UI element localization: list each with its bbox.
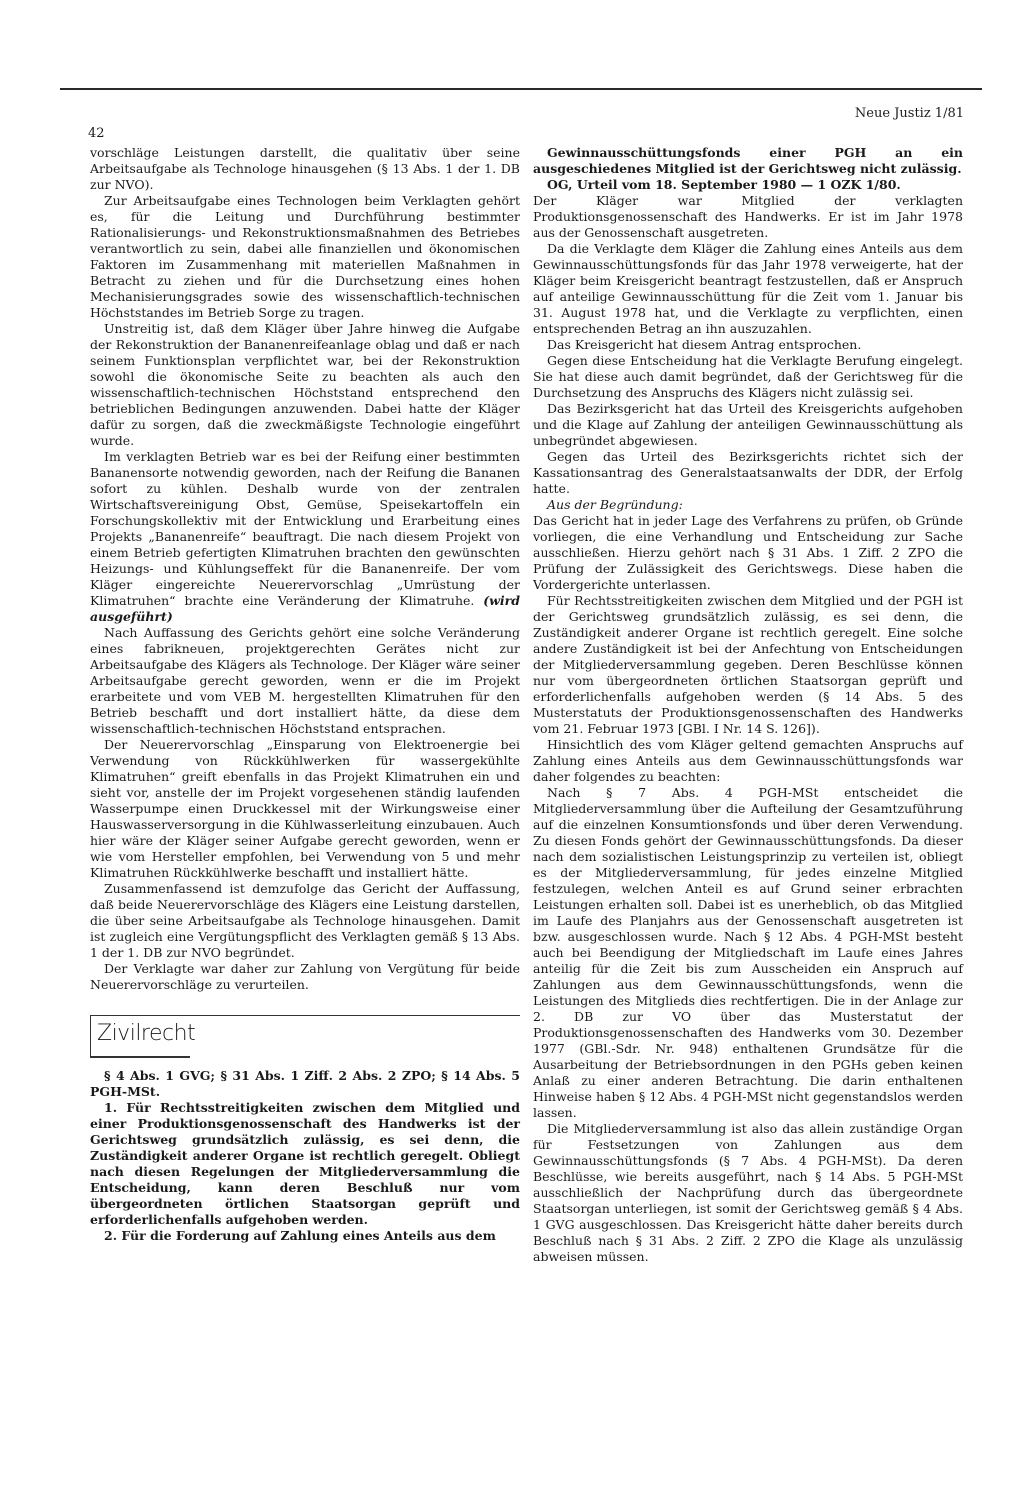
paragraph: Nach § 7 Abs. 4 PGH-MSt entscheidet die Mitgliederversammlung über die Aufteilung der Gesamtzuführung auf die einzelnen Konsumtionsfonds und über deren Verwendung. Zu diesen Fonds gehört der Gewinnausschüttungsfonds. Da dieser nach dem sozialistischen Leistungsprinzip zu verteilen ist, obliegt es der Mitgliederversammlung, für jedes einzelne Mitglied festzulegen, welchen Anteil es auf Grund seiner erbrachten Leistungen erhalten soll. Dabei ist es unerheblich, ob das Mitglied im Laufe des Planjahrs aus der Genossenschaft ausgetreten ist bzw. ausgeschlossen wurde. Nach § 12 Abs. 4 PGH-MSt besteht auch bei Beendigung der Mitgliedschaft im Laufe eines Jahres anteilig für die Zeit bis zum Ausscheiden ein Anspruch auf Zahlungen aus dem Gewinnausschüttungsfonds, wenn die Leistungen des Mitglieds dies rechtfertigen. Die in der Anlage zur 2. DB zur VO über das Musterstatut der Produktionsgenossenschaften des Handwerks vom 30. Dezember 1977 (GBl.-Sdr. Nr. 948) enthaltenen Grundsätze für die Ausarbeitung der Betriebsordnungen in den PGHs geben keinen Anlaß zu einer anderen Betrachtung. Die darin enthaltenen Hinweise haben § 12 Abs. 4 PGH-MSt nicht gegenstandslos werden lassen.: [533, 785, 963, 1120]
paragraph: Das Kreisgericht hat diesem Antrag entsprochen.: [547, 337, 862, 352]
paragraph: Der Neuerervorschlag „Einsparung von Elektroenergie bei Verwendung von Rückkühlwerken für wassergekühlte Klimatruhen“ greift ebenfalls in das Projekt Klimatruhen ein und sieht vor, anstelle der im Projekt vorgesehenen ständig laufenden Wasserpumpe einen Druckkessel mit der Wirkungsweise einer Hauswasserversorgung in die Kühlwasserleitung einzubauen. Auch hier wäre der Kläger seiner Aufgabe gerecht geworden, wenn er wie vom Hersteller empfohlen, bei Verwendung von 5 und mehr Klimatruhen Rückkühlwerke beschafft und installiert hätte.: [90, 737, 520, 880]
journal-issue: Neue Justiz 1/81: [854, 106, 964, 121]
headnote-1: 1. Für Rechtsstreitigkeiten zwischen dem Mitglied und einer Produktionsgenossenschaft des Handwerks ist der Gerichtsweg grundsätzlich zulässig, es sei denn, die Zuständigkeit anderer Organe ist rechtlich geregelt. Obliegt nach diesen Regelungen der Mitgliederversammlung die Entscheidung, kann deren Beschluß nur vom übergeordneten örtlichen Staatsorgan geprüft und erforderlichenfalls aufgehoben werden.: [90, 1099, 520, 1227]
paragraph: Gegen diese Entscheidung hat die Verklagte Berufung eingelegt. Sie hat diese auch damit begründet, daß der Gerichtsweg für die Durchsetzung des Anspruchs des Klägers nicht zulässig sei.: [533, 353, 963, 400]
paragraph: vorschläge Leistungen darstellt, die qualitativ über seine Arbeitsaufgabe als Technologe hinausgehen (§ 13 Abs. 1 der 1. DB zur NVO).: [90, 145, 520, 192]
paragraph: Die Mitgliederversammlung ist also das allein zuständige Organ für Festsetzungen von Zahlungen aus dem Gewinnausschüttungsfonds (§ 7 Abs. 4 PGH-MSt). Da deren Beschlüsse, wie bereits ausgeführt, nach § 14 Abs. 5 PGH-MSt ausschließlich der Nachprüfung durch das übergeordnete Staatsorgan unterliegen, ist somit der Gerichtsweg gemäß § 4 Abs. 1 GVG ausgeschlossen. Das Kreisgericht hätte daher bereits durch Beschluß nach § 31 Abs. 2 Ziff. 2 ZPO die Klage als unzulässig abweisen müssen.: [533, 1121, 963, 1264]
subheading: Aus der Begründung:: [547, 497, 683, 512]
paragraph: Das Bezirksgericht hat das Urteil des Kreisgerichts aufgehoben und die Klage auf Zahlung der anteiligen Gewinnausschüttung als unbegründet abgewiesen.: [533, 401, 963, 448]
paragraph: [90, 449, 520, 625]
paragraph: Hinsichtlich des vom Kläger geltend gemachten Anspruchs auf Zahlung eines Anteils aus dem Gewinnausschüttungsfonds war daher folgendes zu beachten:: [533, 737, 963, 784]
section-title: Zivilrecht: [97, 1021, 196, 1046]
section-header: [90, 1015, 520, 1056]
paragraph: Unstreitig ist, daß dem Kläger über Jahre hinweg die Aufgabe der Rekonstruktion der Bananenreifeanlage oblag und daß er nach seinem Funktionsplan verpflichtet war, bei der Rekonstruktion sowohl die ökonomische Seite zu beachten als auch den wissenschaftlich-technischen Höchststand entsprechend den betrieblichen Bedingungen anzuwenden. Dabei hatte der Kläger dafür zu sorgen, daß die zweckmäßigste Technologie eingeführt wurde.: [90, 321, 520, 448]
paragraph: Nach Auffassung des Gerichts gehört eine solche Veränderung eines fabrikneuen, projektgerechten Gerätes nicht zur Arbeitsaufgabe des Klägers als Technologe. Der Kläger wäre seiner Arbeitsaufgabe gerecht geworden, wenn er die im Projekt erarbeitete und vom VEB M. hergestellten Klimatruhen für den Betrieb beschafft und dort installiert hätte, da diese dem wissenschaftlich-technischen Höchststand entsprachen.: [90, 625, 520, 736]
section-rule: [90, 1056, 190, 1058]
headnote-2-end: Gewinnausschüttungsfonds einer PGH an ein ausgeschiedenes Mitglied ist der Gerichtsweg nicht zulässig.: [533, 145, 963, 176]
page-number: 42: [88, 126, 105, 141]
paragraph: Der Verklagte war daher zur Zahlung von Vergütung für beide Neuerervorschläge zu verurteilen.: [90, 961, 520, 992]
paragraph: Zur Arbeitsaufgabe eines Technologen beim Verklagten gehört es, für die Leitung und Durchführung bestimmter Rationalisierungs- und Rekonstruktionsmaßnahmen des Betriebes verantwortlich zu sein, dabei alle finanziellen und ökonomischen Faktoren im Zusammenhang mit materiellen Maßnahmen in Betracht zu ziehen und für die Durchsetzung eines hohen Mechanisierungsgrades sowie des wissenschaftlich-technischen Höchststandes im Betrieb Sorge zu tragen.: [90, 193, 520, 320]
header-rule: [60, 88, 982, 90]
paragraph: Für Rechtsstreitigkeiten zwischen dem Mitglied und der PGH ist der Gerichtsweg grundsätzlich zulässig, es sei denn, die Zuständigkeit anderer Organe ist rechtlich geregelt. Eine solche andere Zuständigkeit ist bei der Anfechtung von Entscheidungen der Mitgliederversammlung gegeben. Deren Beschlüsse können nur vom übergeordneten örtlichen Staatsorgan geprüft und erforderlichenfalls aufgehoben werden (§ 14 Abs. 5 des Musterstatuts der Produktionsgenossenschaften des Handwerks vom 21. Februar 1973 [GBl. I Nr. 14 S. 126]).: [533, 593, 963, 736]
statute-references: § 4 Abs. 1 GVG; § 31 Abs. 1 Ziff. 2 Abs. 2 ZPO; § 14 Abs. 5 PGH-MSt.: [90, 1067, 520, 1099]
paragraph: Da die Verklagte dem Kläger die Zahlung eines Anteils aus dem Gewinnausschüttungsfonds für das Jahr 1978 verweigerte, hat der Kläger beim Kreisgericht beantragt festzustellen, daß er Anspruch auf anteilige Gewinnausschüttung für die Zeit vom 1. Januar bis 31. August 1978 hat, und die Verklagte zu verpflichten, einen entsprechenden Betrag an ihn auszuzahlen.: [533, 241, 963, 336]
paragraph: Der Kläger war Mitglied der verklagten Produktionsgenossenschaft des Handwerks. Er ist im Jahr 1978 aus der Genossenschaft ausgetreten.: [533, 193, 963, 240]
paragraph: Zusammenfassend ist demzufolge das Gericht der Auffassung, daß beide Neuerervorschläge des Klägers eine Leistung darstellen, die über seine Arbeitsaufgabe als Technologe hinausgehen. Damit ist zugleich eine Vergütungspflicht des Verklagten gemäß § 13 Abs. 1 der 1. DB zur NVO begründet.: [90, 881, 520, 960]
paragraph: Das Gericht hat in jeder Lage des Verfahrens zu prüfen, ob Gründe vorliegen, die eine Verhandlung und Entscheidung zur Sache ausschließen. Hierzu gehört nach § 31 Abs. 1 Ziff. 2 ZPO die Prüfung der Zulässigkeit des Gerichtswegs. Diese haben die Vordergerichte unterlassen.: [533, 513, 963, 592]
editorial-note: (wird ausgeführt): [90, 593, 520, 624]
headnote-2-start: 2. Für die Forderung auf Zahlung eines Anteils aus dem: [104, 1227, 496, 1243]
paragraph-text: Im verklagten Betrieb war es bei der Reifung einer bestimmten Bananensorte notwendig geworden, nach der Reifung die Bananen sofort zu kühlen. Deshalb wurde von der zentralen Wirtschaftsvereinigung Obst, Gemüse, Speisekartoffeln ein Forschungskollektiv mit der Entwicklung und Erarbeitung eines Projekts „Bananenreife“ beauftragt. Die nach diesem Projekt von einem Betrieb gefertigten Klimatruhen brachten den gewünschten Heizungs- und Kühlungseffekt für die Bananenreife. Der vom Kläger eingereichte Neuerervorschlag „Umrüstung der Klimatruhen“ brachte eine Veränderung der Klimatruhe.: [90, 449, 520, 608]
paragraph: Gegen das Urteil des Bezirksgerichts richtet sich der Kassationsantrag des Generalstaatsanwalts der DDR, der Erfolg hatte.: [533, 449, 963, 496]
right-column: [533, 145, 963, 1265]
left-column: [90, 145, 520, 1244]
court-citation: OG, Urteil vom 18. September 1980 — 1 OZK 1/80.: [547, 177, 901, 192]
